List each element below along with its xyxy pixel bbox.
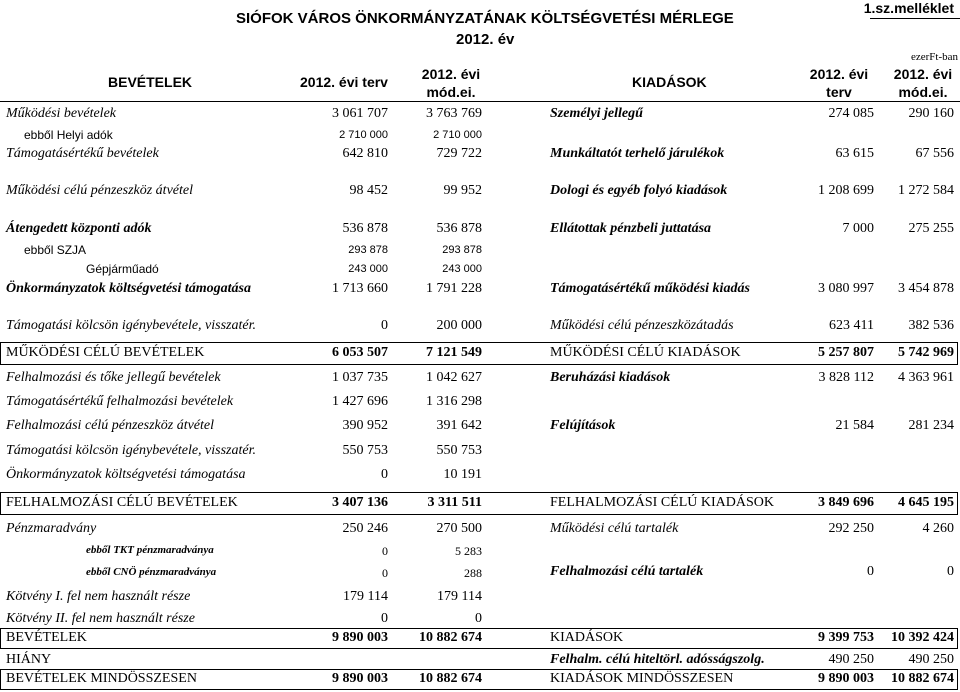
row-label-exp: Munkáltatót terhelő járulékok: [550, 146, 725, 161]
row-label: Támogatásértékű felhalmozási bevételek: [6, 394, 234, 409]
cell-mod-exp: 290 160: [908, 106, 954, 121]
cell-mod: 10 191: [443, 467, 482, 482]
cell-plan: 293 878: [348, 244, 388, 256]
cell-mod-exp: 490 250: [908, 652, 954, 667]
cell-mod-exp: 3 454 878: [898, 281, 954, 296]
cell-plan-exp: 292 250: [828, 521, 874, 536]
cell-plan-exp: 3 080 997: [818, 281, 874, 296]
row-label-exp: Működési célú tartalék: [550, 521, 679, 536]
row-label-exp: Felhalm. célú hiteltörl. adósságszolg.: [550, 652, 765, 667]
cell-plan-exp: 9 399 753: [818, 630, 874, 645]
cell-plan-exp: 7 000: [842, 221, 874, 236]
cell-mod: 7 121 549: [426, 345, 482, 360]
row-label-exp: Felhalmozási célú tartalék: [550, 564, 704, 579]
cell-plan: 1 713 660: [332, 281, 388, 296]
row-label: Felhalmozási célú pénzeszköz átvétel: [6, 418, 215, 433]
cell-mod-exp: 275 255: [908, 221, 954, 236]
row-label-exp: FELHALMOZÁSI CÉLÚ KIADÁSOK: [550, 495, 774, 510]
cell-plan-exp: 490 250: [828, 652, 874, 667]
plan-exp-header-2: terv: [826, 84, 852, 100]
revenues-header: BEVÉTELEK: [108, 74, 193, 90]
cell-mod: 288: [464, 566, 482, 580]
cell-plan: 0: [381, 467, 388, 482]
cell-mod: 293 878: [442, 244, 482, 256]
cell-mod-exp: 4 363 961: [898, 370, 954, 385]
cell-mod: 1 042 627: [426, 370, 482, 385]
cell-mod-exp: 0: [947, 564, 954, 579]
row-label: Önkormányzatok költségvetési támogatása: [6, 467, 246, 482]
cell-plan-exp: 21 584: [835, 418, 874, 433]
cell-plan-exp: 5 257 807: [818, 345, 874, 360]
cell-mod-exp: 4 645 195: [898, 495, 954, 510]
cell-plan-exp: 9 890 003: [818, 671, 874, 686]
cell-plan: 9 890 003: [332, 630, 388, 645]
row-label-exp: Beruházási kiadások: [550, 370, 671, 385]
cell-plan: 243 000: [348, 263, 388, 275]
cell-plan: 0: [381, 611, 388, 626]
row-label-exp: Ellátottak pénzbeli juttatása: [550, 221, 712, 236]
row-label: FELHALMOZÁSI CÉLÚ BEVÉTELEK: [6, 495, 238, 510]
cell-mod: 5 283: [455, 544, 482, 558]
cell-plan: 0: [381, 318, 388, 333]
cell-plan: 390 952: [342, 418, 388, 433]
cell-plan: 6 053 507: [332, 345, 388, 360]
cell-mod-exp: 1 272 584: [898, 183, 954, 198]
plan-exp-header-1: 2012. évi: [809, 66, 869, 82]
cell-mod: 2 710 000: [433, 129, 482, 141]
row-label-exp: Dologi és egyéb folyó kiadások: [550, 183, 728, 198]
cell-plan-exp: 3 849 696: [818, 495, 874, 510]
row-label: ebből CNÖ pénzmaradványa: [86, 566, 217, 578]
row-label: Önkormányzatok költségvetési támogatása: [6, 281, 251, 296]
cell-mod: 270 500: [436, 521, 482, 536]
row-label: ebből Helyi adók: [24, 128, 113, 142]
cell-mod: 243 000: [442, 263, 482, 275]
cell-mod: 536 878: [436, 221, 482, 236]
page-title: SIÓFOK VÁROS ÖNKORMÁNYZATÁNAK KÖLTSÉGVETÉSI MÉRLEGE: [236, 10, 734, 27]
cell-mod: 550 753: [436, 443, 482, 458]
cell-plan: 0: [382, 566, 388, 580]
cell-plan: 179 114: [343, 589, 388, 604]
row-label: Támogatási kölcsön igénybevétele, visszatér.: [6, 443, 257, 458]
cell-plan-exp: 623 411: [829, 318, 874, 333]
mod-rev-header-2: mód.ei.: [426, 84, 476, 100]
row-label: Kötvény II. fel nem használt része: [6, 611, 195, 626]
mod-exp-header-1: 2012. évi: [893, 66, 953, 82]
cell-plan: 3 407 136: [332, 495, 388, 510]
cell-mod-exp: 5 742 969: [898, 345, 954, 360]
cell-mod-exp: 67 556: [915, 146, 954, 161]
row-label: Átengedett központi adók: [6, 221, 152, 236]
cell-mod: 3 763 769: [426, 106, 482, 121]
cell-plan: 642 810: [342, 146, 388, 161]
cell-mod: 10 882 674: [419, 630, 482, 645]
row-label-exp: Támogatásértékű működési kiadás: [550, 281, 750, 296]
cell-mod: 729 722: [436, 146, 482, 161]
cell-plan: 250 246: [342, 521, 388, 536]
cell-mod: 179 114: [437, 589, 482, 604]
row-label: Támogatási kölcsön igénybevétele, visszatér.: [6, 318, 257, 333]
row-label-exp: MŰKÖDÉSI CÉLÚ KIADÁSOK: [550, 345, 741, 360]
row-label: Támogatásértékű bevételek: [6, 146, 159, 161]
cell-plan-exp: 1 208 699: [818, 183, 874, 198]
row-label: MŰKÖDÉSI CÉLÚ BEVÉTELEK: [6, 345, 205, 360]
cell-plan-exp: 274 085: [828, 106, 874, 121]
unit-label: ezerFt-ban: [910, 51, 958, 63]
row-label: Pénzmaradvány: [6, 521, 97, 536]
cell-mod-exp: 4 260: [922, 521, 954, 536]
cell-mod: 1 791 228: [426, 281, 482, 296]
row-label-exp: KIADÁSOK: [550, 630, 624, 645]
row-label: ebből SZJA: [24, 243, 87, 257]
cell-plan-exp: 63 615: [835, 146, 874, 161]
row-label: Működési bevételek: [6, 106, 116, 121]
row-label: Felhalmozási és tőke jellegű bevételek: [6, 370, 221, 385]
cell-plan: 550 753: [342, 443, 388, 458]
cell-plan-exp: 0: [867, 564, 874, 579]
cell-plan-exp: 3 828 112: [818, 370, 874, 385]
cell-mod-exp: 281 234: [908, 418, 954, 433]
row-label: ebből TKT pénzmaradványa: [86, 544, 214, 556]
cell-plan: 2 710 000: [339, 129, 388, 141]
row-label-exp: Működési célú pénzeszközátadás: [550, 318, 734, 333]
cell-mod: 99 952: [443, 183, 482, 198]
cell-plan: 1 037 735: [332, 370, 388, 385]
mod-exp-header-2: mód.ei.: [898, 84, 948, 100]
row-label-exp: Felújítások: [550, 418, 616, 433]
year-label: 2012. év: [456, 31, 515, 48]
cell-mod: 3 311 511: [427, 495, 482, 510]
cell-plan: 3 061 707: [332, 106, 388, 121]
cell-mod: 1 316 298: [426, 394, 482, 409]
cell-mod: 391 642: [436, 418, 482, 433]
row-label-exp: Személyi jellegű: [550, 106, 643, 121]
row-label: BEVÉTELEK: [6, 630, 87, 645]
row-label: BEVÉTELEK MINDÖSSZESEN: [6, 671, 197, 686]
mod-rev-header-1: 2012. évi: [421, 66, 481, 82]
attachment-label: 1.sz.melléklet: [863, 0, 954, 16]
row-label: Működési célú pénzeszköz átvétel: [6, 183, 193, 198]
cell-plan: 98 452: [349, 183, 388, 198]
cell-plan: 1 427 696: [332, 394, 388, 409]
cell-mod-exp: 382 536: [908, 318, 954, 333]
cell-plan: 536 878: [342, 221, 388, 236]
plan-rev-header: 2012. évi terv: [300, 74, 388, 90]
row-label: Gépjárműadó: [86, 262, 159, 276]
expenses-header: KIADÁSOK: [632, 74, 707, 90]
row-label: HIÁNY: [6, 652, 52, 667]
cell-mod-exp: 10 882 674: [891, 671, 954, 686]
cell-mod: 10 882 674: [419, 671, 482, 686]
cell-plan: 9 890 003: [332, 671, 388, 686]
row-label: Kötvény I. fel nem használt része: [6, 589, 191, 604]
cell-mod: 200 000: [436, 318, 482, 333]
cell-mod: 0: [475, 611, 482, 626]
cell-plan: 0: [382, 544, 388, 558]
row-label-exp: KIADÁSOK MINDÖSSZESEN: [550, 671, 734, 686]
cell-mod-exp: 10 392 424: [891, 630, 954, 645]
